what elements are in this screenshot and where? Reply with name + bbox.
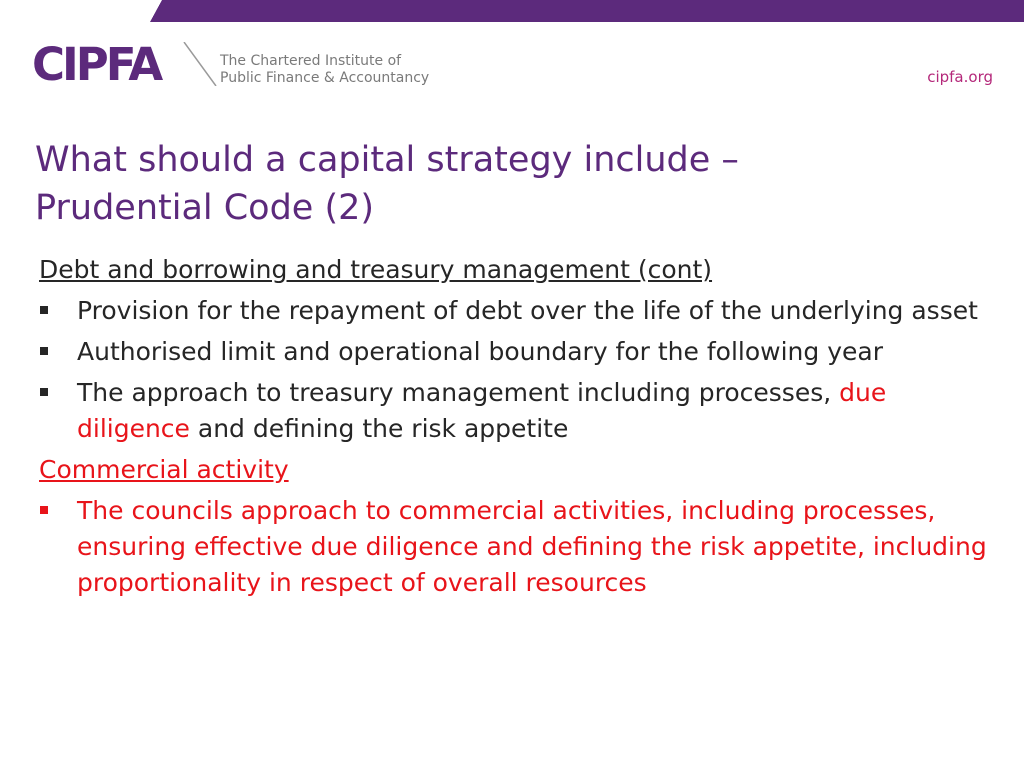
- list-item: [39, 334, 999, 370]
- list-item-text: The councils approach to commercial activities, including processes, ensuring effective due diligence and defining the risk appetite, including proportionality in respect of overall resources: [77, 496, 987, 597]
- logo-text-line2: Public Finance & Accountancy: [220, 70, 430, 86]
- square-bullet-icon: [40, 506, 48, 514]
- section-heading-debt: Debt and borrowing and treasury management (cont): [39, 255, 713, 284]
- top-accent-bar: [150, 0, 1024, 22]
- logo-mark: CIPFA: [32, 38, 161, 91]
- slide-title-line1: What should a capital strategy include –: [35, 140, 739, 180]
- bullet-list-debt: [39, 293, 999, 447]
- list-item-text-after: and defining the risk appetite: [189, 414, 569, 443]
- slide-title: [35, 136, 935, 232]
- list-item: [39, 375, 999, 447]
- logo-text: [220, 53, 460, 87]
- logo-separator-icon: [180, 42, 220, 86]
- highlighted-text: due diligence: [77, 378, 887, 443]
- site-link[interactable]: cipfa.org: [927, 68, 993, 86]
- slide-title-line2: Prudential Code (2): [35, 188, 375, 228]
- list-item-text-before: The approach to treasury management including processes,: [77, 378, 840, 407]
- square-bullet-icon: [40, 347, 48, 355]
- list-item-text: Authorised limit and operational boundary for the following year: [77, 337, 883, 366]
- square-bullet-icon: [40, 306, 48, 314]
- top-accent-slant: [150, 0, 162, 22]
- list-item: [39, 293, 999, 329]
- logo-text-line1: The Chartered Institute of: [220, 53, 402, 69]
- slide-content: [39, 252, 999, 606]
- list-item-text: Provision for the repayment of debt over the life of the underlying asset: [77, 296, 978, 325]
- section-heading-commercial: Commercial activity: [39, 455, 289, 484]
- bullet-list-commercial: [39, 493, 999, 601]
- square-bullet-icon: [40, 388, 48, 396]
- list-item: [39, 493, 999, 601]
